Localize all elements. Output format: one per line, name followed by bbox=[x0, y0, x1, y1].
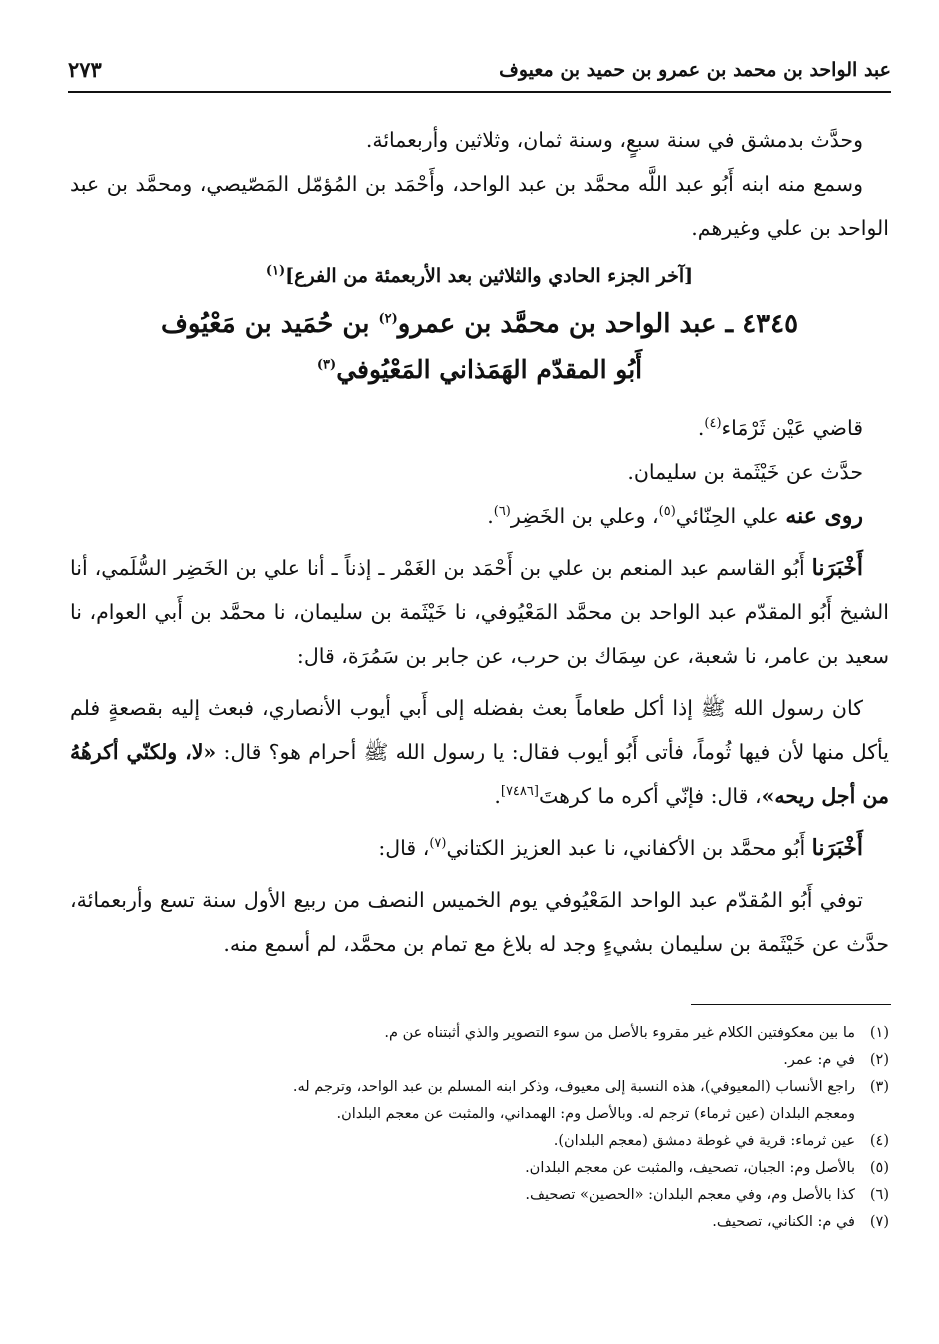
running-title: عبد الواحد بن محمد بن عمرو بن حميد بن معيوف bbox=[499, 59, 891, 81]
footnote-text bbox=[70, 1155, 855, 1182]
footnote-ref-7: (٧) bbox=[429, 836, 447, 852]
lead-word: أَخْبَرَنا bbox=[811, 835, 863, 861]
footnote-ref-4: (٤) bbox=[704, 416, 722, 432]
main-text bbox=[70, 118, 889, 966]
footnote-item bbox=[70, 1209, 889, 1236]
footnote-text bbox=[70, 1209, 855, 1236]
paragraph-heard-from: وسمع منه ابنه أَبُو عبد اللَّه محمَّد بن عبد الواحد، وأَحْمَد بن المُؤمّل المَصّيصي، ومحمَّد بن عبد الواحد بن علي وغيرهم. bbox=[70, 172, 889, 240]
hadith-text-end: . bbox=[494, 784, 501, 808]
paragraph-death: توفي أَبُو المُقدّم عبد الواحد المَعْيُوفي يوم الخميس النصف من ربيع الأول سنة تسع وأربعمائة، حدَّث عن خَيْثَمة بن سليمان بشيءٍ وجد له بلاغ مع تمام بن محمَّد، لم أسمع منه. bbox=[70, 888, 889, 956]
footnote-number: (٣) bbox=[869, 1079, 889, 1095]
footnote-item bbox=[70, 1182, 889, 1209]
footnote-item bbox=[70, 1047, 889, 1074]
footnote-number: (١) bbox=[869, 1025, 889, 1041]
entry-subtitle-text: أَبُو المقدّم الهَمَذاني المَعْيُوفي bbox=[336, 355, 643, 384]
footnote-number: (٥) bbox=[869, 1160, 889, 1176]
footnote-number: (٢) bbox=[869, 1052, 889, 1068]
hadith-number: [٧٤٨٦] bbox=[500, 784, 539, 800]
footnote-text bbox=[70, 1074, 855, 1128]
footnote-item bbox=[70, 1128, 889, 1155]
lead-word: روى عنه bbox=[785, 503, 863, 529]
footnote-line: في م: الكناني، تصحيف. bbox=[712, 1214, 855, 1230]
header-rule bbox=[68, 91, 891, 93]
page-number: ٢٧٣ bbox=[68, 57, 102, 82]
judge-text: قاضي عَيْن ثَرْمَاء bbox=[721, 416, 863, 440]
paragraph-second-isnad bbox=[70, 826, 889, 870]
footnote-line: في م: عمر. bbox=[783, 1052, 855, 1068]
paragraph-isnad bbox=[70, 546, 889, 678]
narrators-b: ، وعلي بن الخَضِر bbox=[510, 504, 659, 528]
footnote-line: راجع الأنساب (المعيوفي)، هذه النسبة إلى معيوف، وذكر ابنه المسلم بن عبد الواحد، وترجم له. bbox=[292, 1079, 855, 1095]
paragraph-narrated-from: حدَّث عن خَيْثَمة بن سليمان. bbox=[627, 460, 863, 484]
footnote-line: ومعجم البلدان (عين ثرماء) ترجم له. وبالأصل وم: الهمداني، والمثبت عن معجم البلدان. bbox=[336, 1106, 855, 1122]
footnote-item bbox=[70, 1155, 889, 1182]
footnote-line: عين ثرماء: قرية في غوطة دمشق (معجم البلدان). bbox=[553, 1133, 855, 1149]
footnote-number: (٧) bbox=[869, 1214, 889, 1230]
footnote-item bbox=[70, 1020, 889, 1047]
entry-title bbox=[70, 300, 889, 348]
second-isnad-a: أَبُو محمَّد بن الأكفاني، نا عبد العزيز الكتاني bbox=[446, 836, 812, 860]
judge-text-end: . bbox=[697, 416, 705, 440]
paragraph-judge bbox=[70, 406, 889, 450]
footnote-ref-6: (٦) bbox=[493, 504, 511, 520]
paragraph-hadith bbox=[70, 686, 889, 818]
footnote-text bbox=[70, 1020, 855, 1047]
isnad-text: أَبُو القاسم عبد المنعم بن علي بن أَحْمَد بن الغَمْر ـ إذناً ـ أنا علي بن الخَضِر السُّلَمي، أنا الشيخ أَبُو المقدّم عبد الواحد بن محمَّد المَعْيُوفي، نا خَيْثَمة بن سليمان، نا محمَّد بن أَبي العوام، نا سعيد بن عامر، نا شعبة، عن سِمَاك بن حرب، عن جابر بن سَمُرَة، قال: bbox=[70, 556, 889, 668]
footnote-ref-2: (٢) bbox=[378, 311, 398, 327]
footnote-line: كذا بالأصل وم، وفي معجم البلدان: «الحصين» تصحيف. bbox=[525, 1187, 855, 1203]
second-isnad-b: ، قال: bbox=[378, 836, 430, 860]
page-header bbox=[68, 44, 891, 88]
footnote-number: (٤) bbox=[869, 1133, 889, 1149]
footnote-text bbox=[70, 1182, 855, 1209]
part-end-text: [آخر الجزء الحادي والثلاثين بعد الأربعمئة من الفرع] bbox=[285, 265, 694, 287]
entry-title-part-b: بن حُمَيد بن مَعْيُوف bbox=[160, 309, 379, 339]
hadith-text-a: كان رسول الله ﷺ إذا أكل طعاماً بعث بفضله إلى أَبي أيوب الأنصاري، فبعث إليه بقصعةٍ فلم يأكل منها لأن فيها ثُوماً، فأتى أَبُو أيوب فقال: يا رسول الله ﷺ أحرام هو؟ قال: bbox=[70, 696, 889, 764]
footnote-ref-5: (٥) bbox=[658, 504, 676, 520]
lead-word: أَخْبَرَنا bbox=[811, 555, 863, 581]
narrators-end: . bbox=[487, 504, 494, 528]
entry-title-part-a: ٤٣٤٥ ـ عبد الواحد بن محمَّد بن عمرو bbox=[397, 309, 799, 339]
footnote-item bbox=[70, 1074, 889, 1128]
footnote-text bbox=[70, 1128, 855, 1155]
paragraph-narrators bbox=[70, 494, 889, 538]
paragraph-narrated-damascus: وحدَّث بدمشق في سنة سبعٍ، وسنة ثمان، وثلاثين وأربعمائة. bbox=[365, 128, 863, 152]
hadith-quote: «لا، ولكنّي أكرهُهُ من أجل ريحه» bbox=[70, 740, 889, 808]
footnote-rule bbox=[691, 1004, 891, 1005]
footnote-ref-3: (٣) bbox=[316, 357, 337, 373]
narrators-a: علي الحِنّائي bbox=[675, 504, 786, 528]
footnotes bbox=[70, 1020, 889, 1236]
hadith-text-b: ، قال: فإنّي أكره ما كرهتَ bbox=[538, 784, 762, 808]
part-end-marker bbox=[70, 254, 889, 298]
footnote-ref-1: (١) bbox=[265, 263, 286, 279]
entry-subtitle bbox=[70, 348, 889, 392]
footnote-number: (٦) bbox=[869, 1187, 889, 1203]
footnote-line: بالأصل وم: الجبان، تصحيف، والمثبت عن معجم البلدان. bbox=[525, 1160, 855, 1176]
footnote-line: ما بين معكوفتين الكلام غير مقروء بالأصل من سوء التصوير والذي أثبتناه عن م. bbox=[384, 1025, 855, 1041]
footnote-text bbox=[70, 1047, 855, 1074]
